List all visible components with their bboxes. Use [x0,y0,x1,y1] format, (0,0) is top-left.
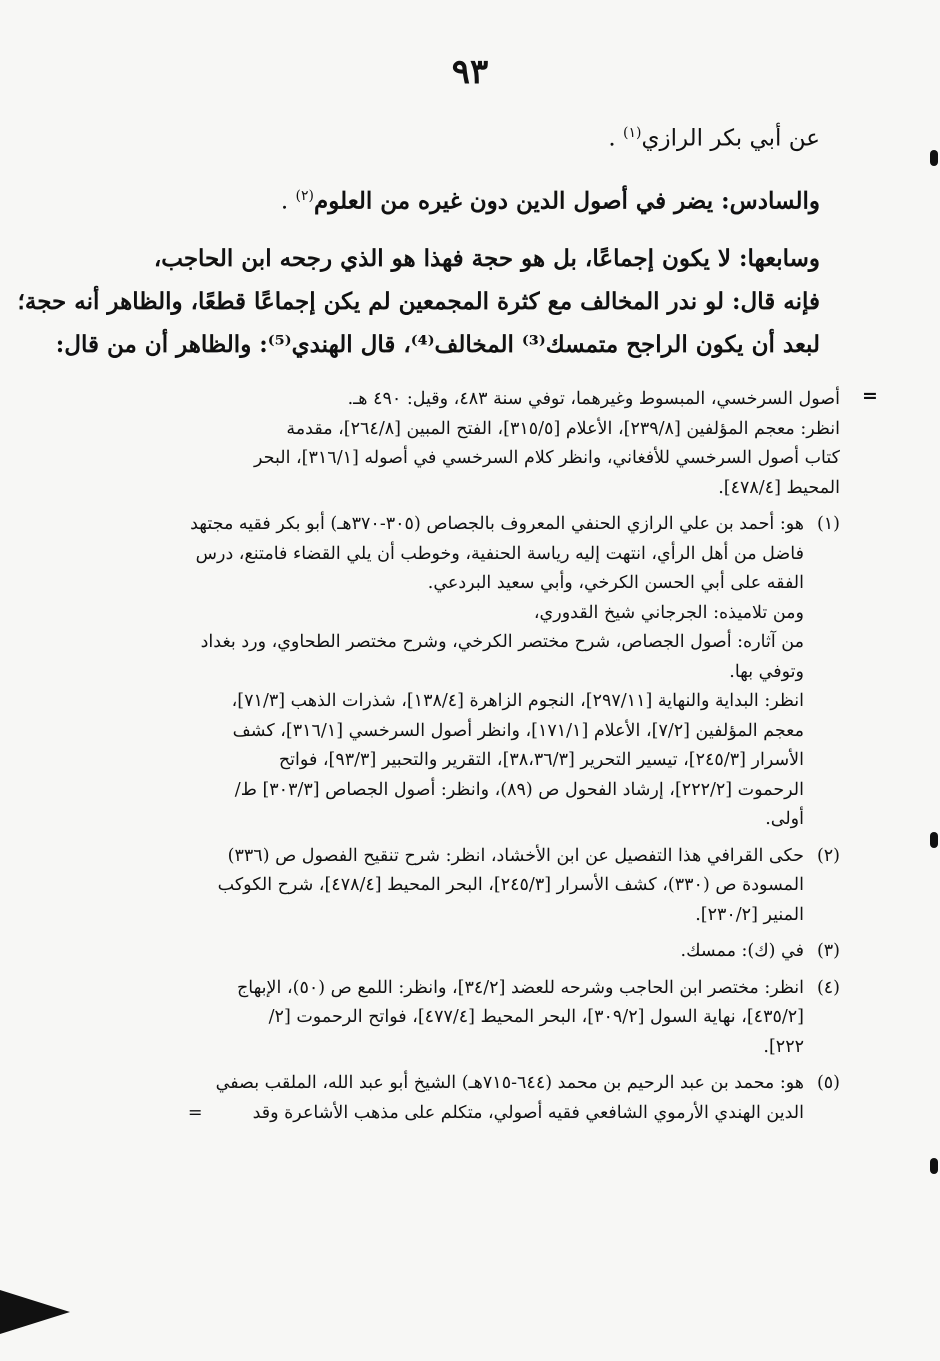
footnote-line: المحيط [٤٧٨/٤]. [718,477,840,498]
footnote-line [120,1069,840,1099]
main-line-1-tail: . [608,125,624,152]
main-line-2-tail: . [280,188,296,215]
footnote-text: هو: محمد بن عبد الرحيم بن محمد (٦٤٤-٧١٥هـ) الشيخ أبو عبد الله، الملقب بصفي [215,1073,804,1093]
footnote-line: أصول السرخسي، المبسوط وغيرهما، توفي سنة ٤٨٣، وقيل: ٤٩٠ هـ. [347,389,840,409]
footnote-line: الأسرار [٢٤٥/٣]، تيسير التحرير [٣٨،٣٦/٣]، التقرير والتحبير [٩٣/٣]، فواتح [278,750,804,770]
main-paragraph-line: لبعد أن يكون الراجح متمسك⁽³⁾ المخالف⁽⁴⁾، قال الهندي⁽⁵⁾: والظاهر أن من قال: [55,331,820,359]
footnote-text: الدين الهندي الأرموي الشافعي فقيه أصولي، متكلم على مذهب الأشاعرة وقد [252,1102,804,1123]
scan-mark [930,832,938,848]
footnote-3 [120,937,840,967]
main-line-2-text: يضر في أصول الدين دون غيره من العلوم [313,187,722,215]
footnote-line [120,937,840,967]
footnote-continued [120,385,840,503]
main-text [17,112,820,366]
footnote-number: (٥) [816,1073,840,1093]
footnote-line: معجم المؤلفين [٧/٢]، الأعلام [١٧١/١]، وانظر أصول السرخسي [٣١٦/١]، كشف [232,720,804,741]
footnote-line: المسودة ص (٣٣٠)، كشف الأسرار [٢٤٥/٣]، البحر المحيط [٤٧٨/٤]، شرح الكوكب [217,875,804,895]
footnote-number: (٢) [816,845,840,866]
footnote-line: انظر: معجم المؤلفين [٢٣٩/٨]، الأعلام [٣١٥/٥]، الفتح المبين [٢٦٤/٨]، مقدمة [286,418,840,439]
main-paragraph-line: وسابعها: لا يكون إجماعًا، بل هو حجة فهذا هو الذي رجحه ابن الحاجب، [153,245,820,273]
scan-mark [930,1158,938,1174]
footnote-text: انظر: مختصر ابن الحاجب وشرحه للعضد [٣٤/٢]، وانظر: اللمع ص (٥٠)، الإبهاج [236,977,804,998]
footnote-line [120,510,840,540]
continuation-mark: = [187,1102,203,1123]
footnotes [120,385,840,1135]
main-line-1 [110,112,820,161]
footnote-line: ومن تلاميذه: الجرجاني شيخ القدوري، [533,602,804,623]
footnote-4 [120,974,840,1063]
footnote-number: (٤) [816,977,840,998]
footnote-1 [120,510,840,835]
page-corner-shadow [0,1290,70,1334]
footnote-text: هو: أحمد بن علي الرازي الحنفي المعروف بالجصاص (٣٠٥-٣٧٠هـ) أبو بكر فقيه مجتهد [190,514,804,534]
footnote-number: (١) [816,514,840,534]
footnote-line [120,974,840,1004]
main-line-2 [110,175,820,224]
footnote-2 [120,842,840,931]
main-paragraph-line: فإنه قال: لو ندر المخالف مع كثرة المجمعين لم يكن إجماعًا قطعًا، والظاهر أنه حجة؛ [17,288,820,316]
footnote-5 [120,1069,840,1128]
footnote-line: المنير [٢٣٠/٢]. [695,904,804,925]
footnote-line: الرحموت [٢٢٢/٢]، إرشاد الفحول ص (٨٩)، وانظر: أصول الجصاص [٣٠٣/٣] ط/ [234,779,804,800]
footnote-line [120,1099,840,1129]
footnote-ref-1: (١) [623,125,642,141]
footnote-line: فاضل من أهل الرأي، انتهت إليه رياسة الحنفية، وخوطب أن يلي القضاء فامتنع، درس [195,543,804,564]
footnote-line: [٤٣٥/٢]، نهاية السول [٣٠٩/٢]، البحر المحيط [٤٧٧/٤]، فواتح الرحموت [٢/ [268,1007,804,1027]
footnote-line: من آثاره: أصول الجصاص، شرح مختصر الكرخي، وشرح مختصر الطحاوي، ورد بغداد [200,632,804,652]
footnote-number: (٣) [816,941,840,961]
footnote-text: في (ك): ممسك. [680,941,804,961]
scan-mark [930,150,938,166]
footnote-ref-2: (٢) [295,187,314,204]
continuation-mark: = [862,385,878,407]
footnote-text: حكى القرافي هذا التفصيل عن ابن الأخشاد، انظر: شرح تنقيح الفصول ص (٣٣٦) [227,845,804,866]
footnote-line: وتوفي بها. [729,661,804,682]
page-number: ٩٣ [451,52,489,92]
footnote-line: ٢٢٢]. [763,1036,804,1057]
footnote-line [120,842,840,872]
section-heading-sixth: والسادس: [721,187,820,215]
footnote-line: أولى. [765,809,804,829]
footnote-line: انظر: البداية والنهاية [٢٩٧/١١]، النجوم الزاهرة [١٣٨/٤]، شذرات الذهب [٧١/٣]، [231,691,804,711]
main-line-1-text: عن أبي بكر الرازي [641,125,820,152]
footnote-line: كتاب أصول السرخسي للأفغاني، وانظر كلام السرخسي في أصوله [٣١٦/١]، البحر [254,448,840,468]
footnote-line: الفقه على أبي الحسن الكرخي، وأبي سعيد البردعي. [427,573,804,593]
